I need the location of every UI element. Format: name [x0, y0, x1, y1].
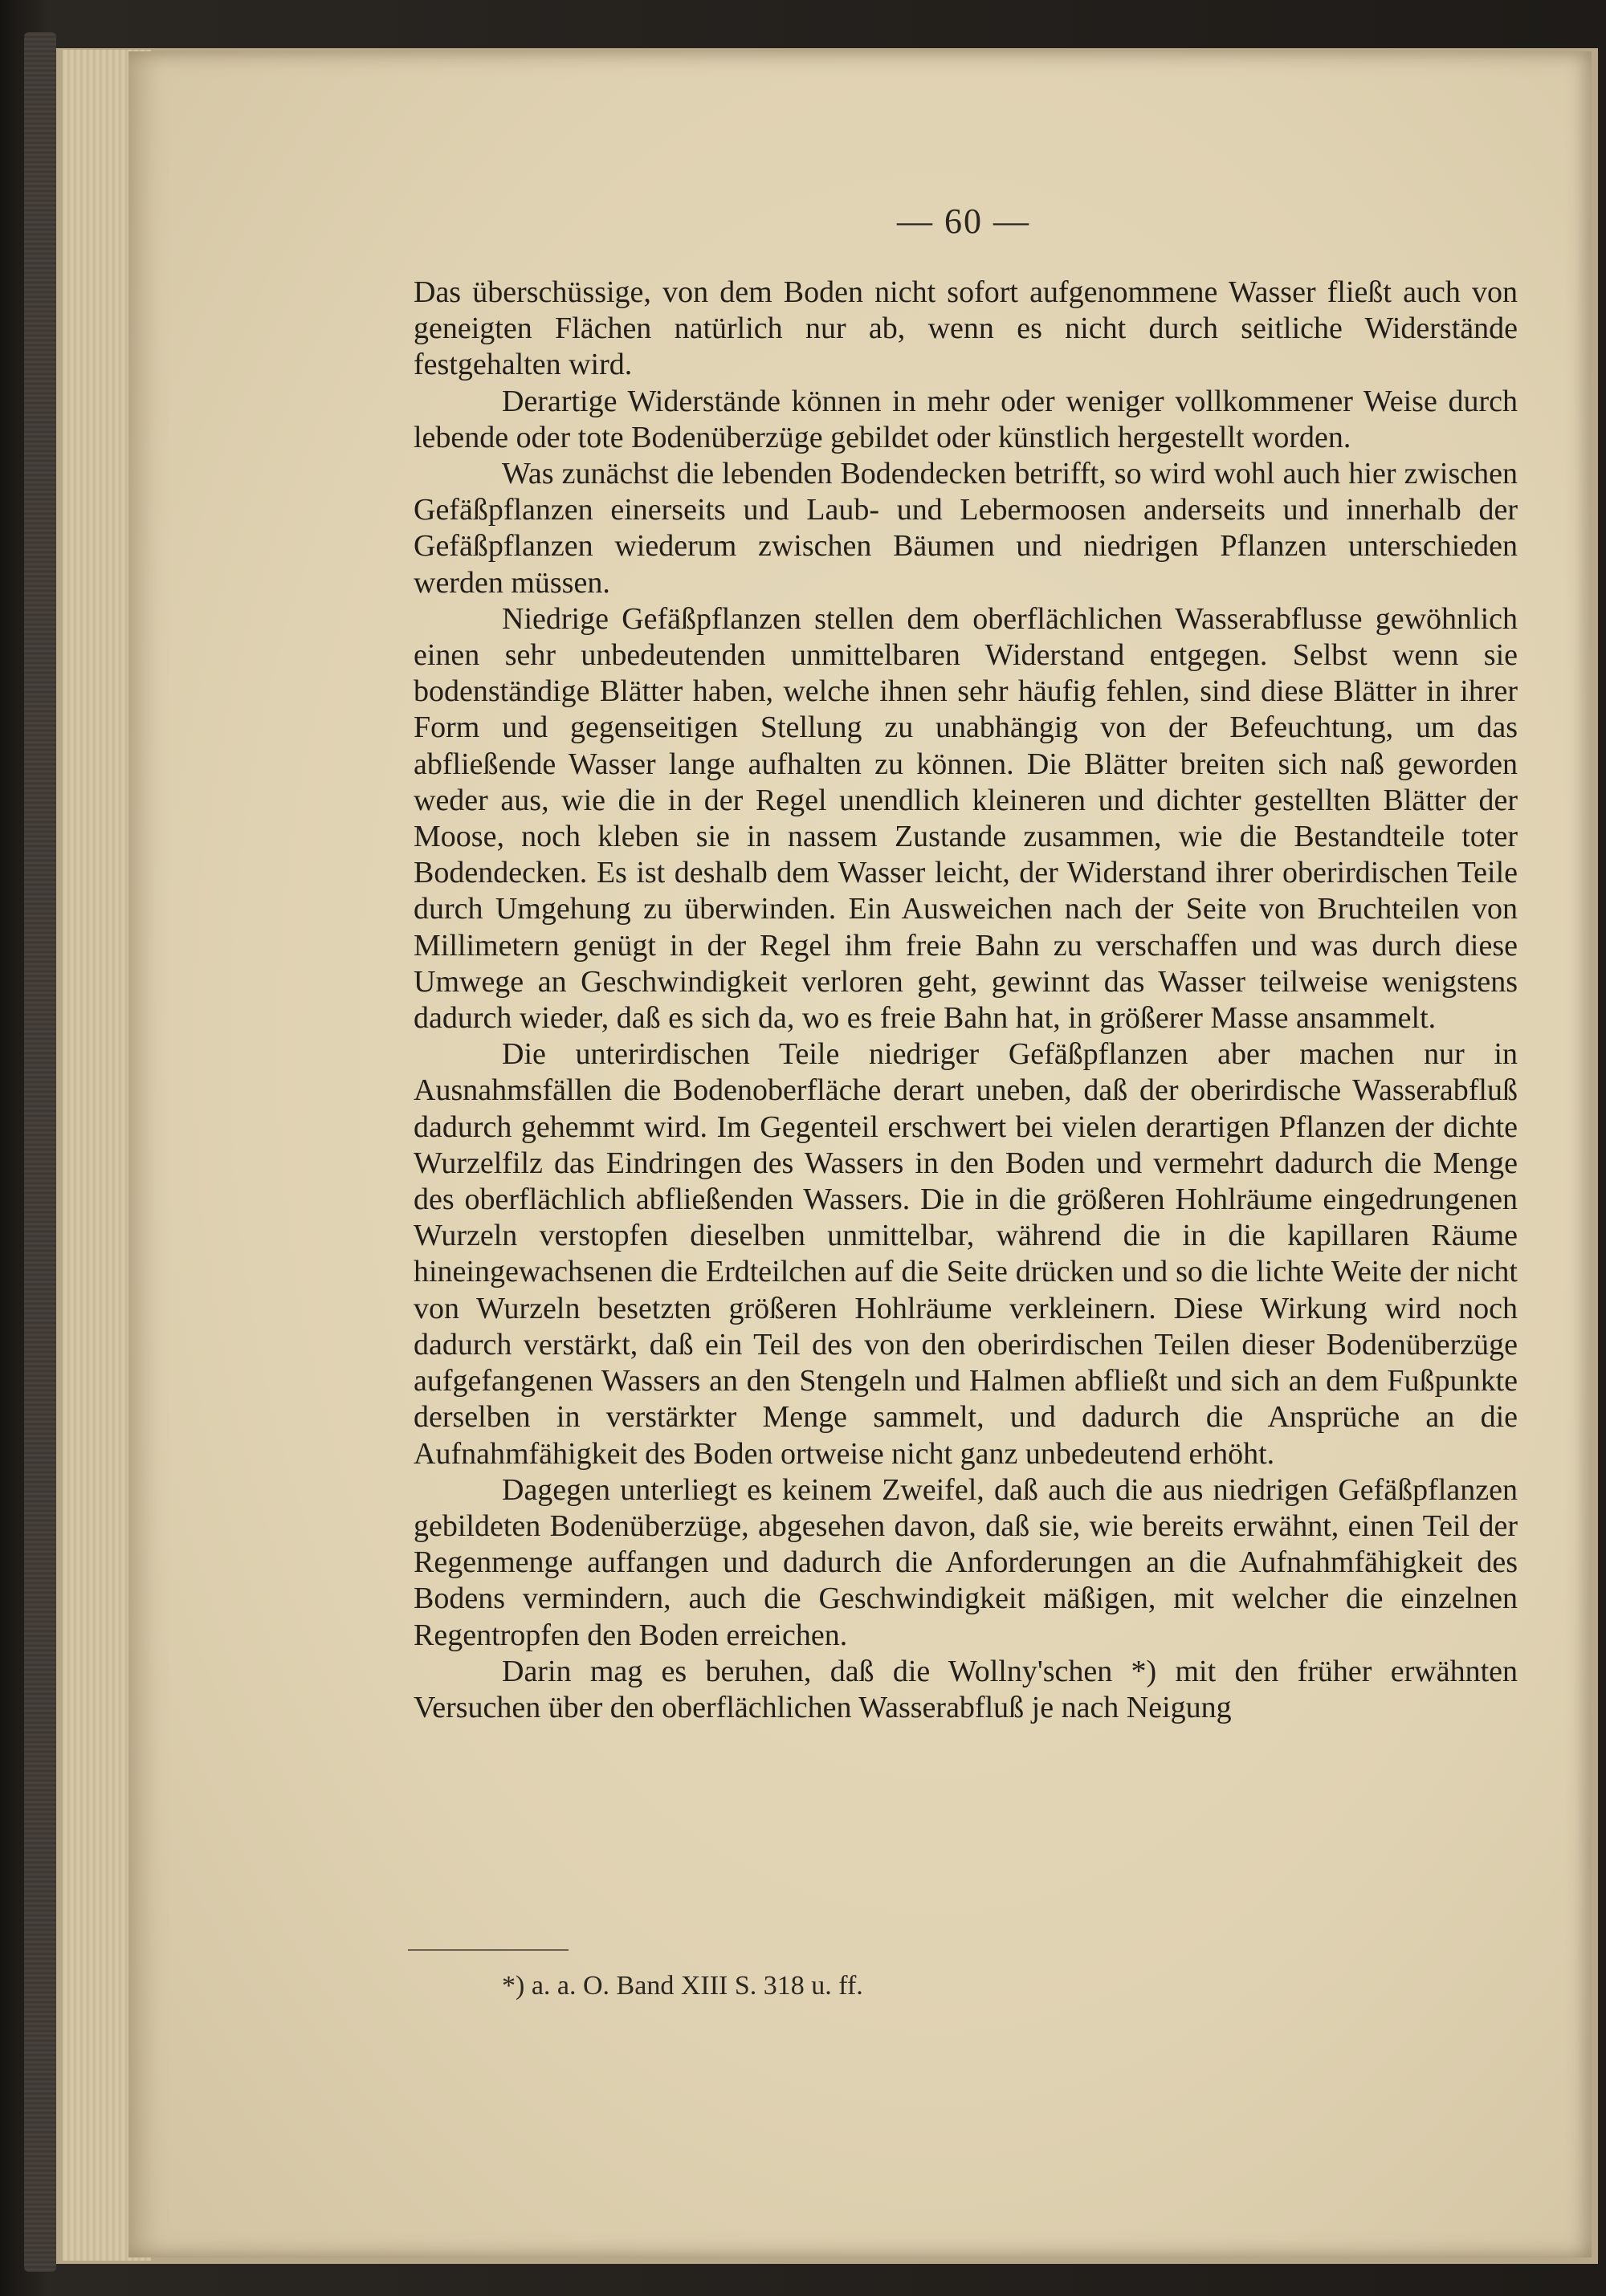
paragraph-4: Niedrige Gefäßpflanzen stellen dem oberflächlichen Wasserabflusse gewöhnlich einen sehr unbedeutenden unmittelbaren Widerstand entgegen. Selbst wenn sie bodenständige Blätter haben, welche ihnen sehr häufig fehlen, sind diese Blätter in ihrer Form und gegenseitigen Stellung zu unabhängig von der Befeuchtung, um das abfließende Wasser lange aufhalten zu können. Die Blätter breiten sich naß geworden weder aus, wie die in der Regel unendlich kleineren und dichter gestellten Blätter der Moose, noch kleben sie in nassem Zustande zusammen, wie die Bestandteile toter Bodendecken. Es ist deshalb dem Wasser leicht, der Widerstand ihrer oberirdischen Teile durch Umgehung zu überwinden. Ein Ausweichen nach der Seite von Bruchteilen von Millimetern genügt in der Regel ihm freie Bahn zu verschaffen und was durch diese Umwege an Geschwindigkeit verloren geht, gewinnt das Wasser teilweise wenigstens dadurch wieder, daß es sich da, wo es freie Bahn hat, in größerer Masse ansammelt. — [414, 601, 1518, 1036]
book-binding — [24, 32, 56, 2272]
page-number: — 60 — — [897, 202, 1030, 241]
body-text — [414, 275, 1518, 1726]
paragraph-2: Derartige Widerstände können in mehr oder weniger vollkommener Weise durch lebende oder tote Bodenüberzüge gebildet oder künstlich hergestellt worden. — [414, 384, 1518, 454]
paragraph-3: Was zunächst die lebenden Bodendecken betrifft, so wird wohl auch hier zwischen Gefäßpflanzen einerseits und Laub- und Lebermoosen anderseits und innerhalb der Gefäßpflanzen wiederum zwischen Bäumen und niedrigen Pflanzen unterschieden werden müssen. — [414, 457, 1518, 600]
footnote-divider — [408, 1949, 569, 1951]
paragraph-6: Dagegen unterliegt es keinem Zweifel, daß auch die aus niedrigen Gefäßpflanzen gebildeten Bodenüberzüge, abgesehen davon, daß sie, wie bereits erwähnt, einen Teil der Regenmenge auffangen und dadurch die Anforderungen an die Aufnahmfähigkeit des Bodens vermindern, auch die Geschwindigkeit mäßigen, mit welcher die einzelnen Regentropfen den Boden erreichen. — [414, 1472, 1518, 1652]
footnote: *) a. a. O. Band XIII S. 318 u. ff. — [502, 1971, 863, 2001]
paragraph-7: Darin mag es beruhen, daß die Wollny'schen *) mit den früher erwähnten Versuchen über den oberflächlichen Wasserabfluß je nach Neigung — [414, 1654, 1518, 1724]
paragraph-1: Das überschüssige, von dem Boden nicht sofort aufgenommene Wasser fließt auch von geneigten Flächen natürlich nur ab, wenn es nicht durch seitliche Widerstände festgehalten wird. — [414, 275, 1518, 382]
paragraph-5: Die unterirdischen Teile niedriger Gefäßpflanzen aber machen nur in Ausnahmsfällen die Bodenoberfläche derart uneben, daß der oberirdische Wasserabfluß dadurch gehemmt wird. Im Gegenteil erschwert bei vielen derartigen Pflanzen der dichte Wurzelfilz das Eindringen des Wassers in den Boden und vermehrt dadurch die Menge des oberflächlich abfließenden Wassers. Die in die größeren Hohlräume eingedrungenen Wurzeln verstopfen dieselben unmittelbar, während die in die kapillaren Räume hineingewachsenen die Erdteilchen auf die Seite drücken und so die lichte Weite der nicht von Wurzeln besetzten größeren Hohlräume verkleinern. Diese Wirkung wird noch dadurch verstärkt, daß ein Teil des von den oberirdischen Teilen dieser Bodenüberzüge aufgefangenen Wassers an den Stengeln und Halmen abfließt und sich an dem Fußpunkte derselben in verstärkter Menge sammelt, und dadurch die Ansprüche an die Aufnahmfähigkeit des Boden ortweise nicht ganz unbedeutend erhöht. — [414, 1037, 1518, 1471]
